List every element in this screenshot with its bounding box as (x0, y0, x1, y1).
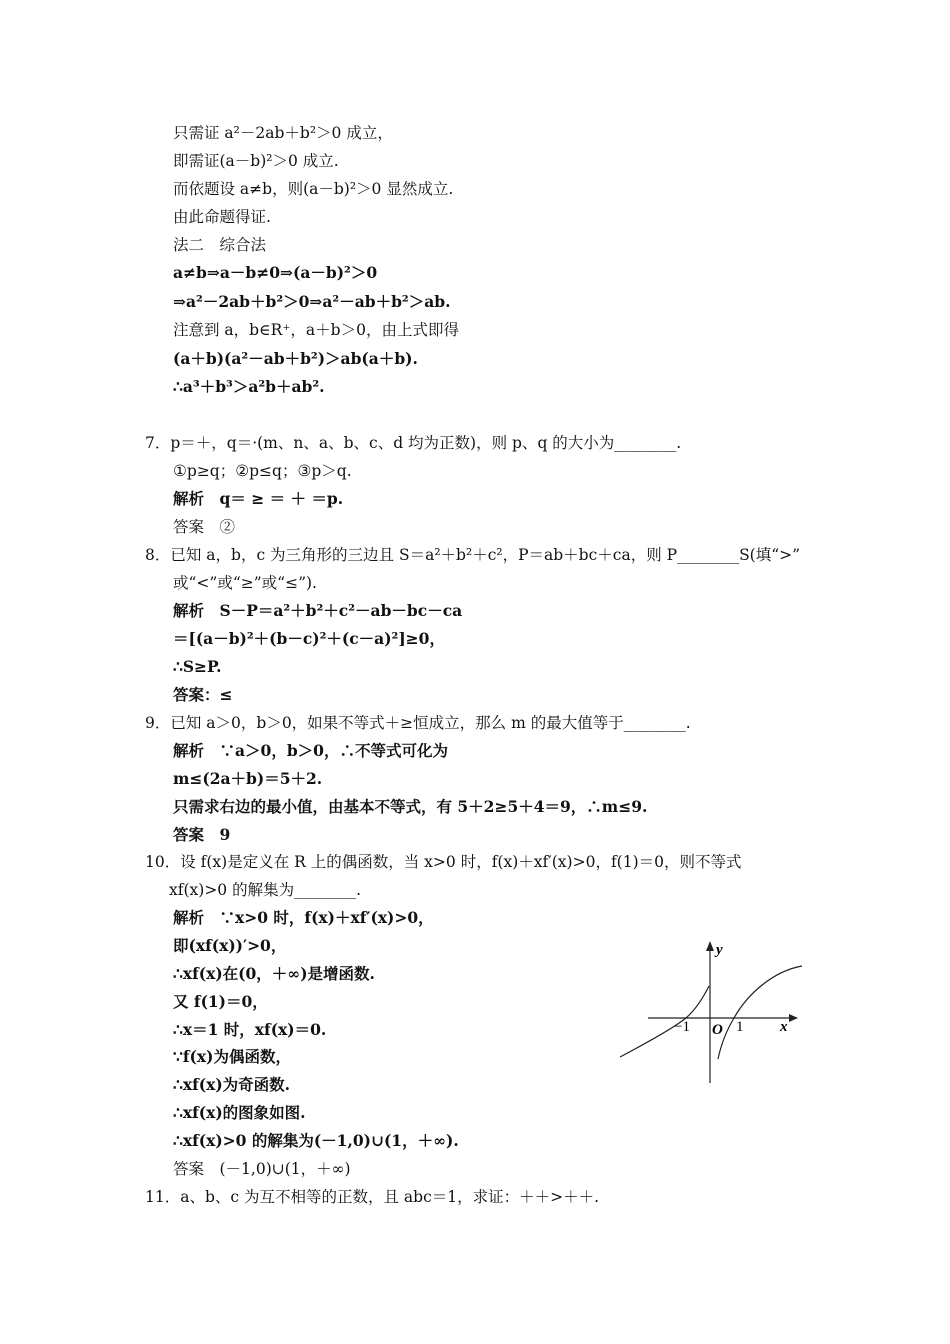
text-line: 即(xf(x))′>0， (173, 936, 287, 955)
question-7: 7．p＝＋，q＝·(m、n、a、b、c、d 均为正数)，则 p、q 的大小为________. (145, 434, 682, 452)
neg-one-tick-label: −1 (674, 1019, 690, 1035)
text-line: 注意到 a，b∈R⁺，a＋b＞0，由上式即得 (173, 321, 459, 339)
text-line: ∴xf(x)在(0，＋∞)是增函数. (173, 964, 375, 983)
y-axis-arrow (706, 941, 714, 951)
curve-right-branch (718, 966, 802, 1059)
analysis-line: 解析 ∵a＞0，b＞0，∴不等式可化为 (173, 741, 448, 760)
method-heading: 法二 综合法 (173, 236, 267, 254)
x-axis-arrow (789, 1014, 798, 1022)
question-options: ①p≥q；②p≤q；③p＞q. (173, 462, 352, 480)
text-line: ∵f(x)为偶函数， (173, 1047, 291, 1066)
text-line: 而依题设 a≠b，则(a－b)²＞0 显然成立. (173, 180, 454, 198)
text-line: ∴a³＋b³＞a²b＋ab². (173, 377, 325, 396)
text-line: 又 f(1)＝0， (173, 992, 268, 1011)
analysis-line: 解析 ∵x>0 时，f(x)＋xf′(x)>0， (173, 908, 434, 927)
text-line: ∴x＝1 时，xf(x)＝0. (173, 1020, 327, 1039)
question-8-cont: 或“<”或“≥”或“≤”). (173, 574, 317, 592)
question-9: 9．已知 a＞0，b＞0，如果不等式＋≥恒成立，那么 m 的最大值等于________. (145, 714, 691, 732)
question-10: 10．设 f(x)是定义在 R 上的偶函数，当 x>0 时，f(x)＋xf′(x)>0，f(1)＝0，则不等式 (145, 853, 742, 871)
analysis-line: 解析 S－P＝a²＋b²＋c²－ab－bc－ca (173, 601, 463, 620)
x-axis-label: x (780, 1019, 788, 1035)
text-line: (a＋b)(a²－ab＋b²)＞ab(a＋b). (173, 349, 418, 368)
text-line: ∴xf(x)>0 的解集为(－1,0)∪(1，＋∞). (173, 1131, 459, 1150)
text-line: ＝[(a－b)²＋(b－c)²＋(c－a)²]≥0， (173, 629, 445, 648)
text-line: 只需证 a²－2ab＋b²＞0 成立， (173, 124, 393, 142)
answer-line: 答案 9 (173, 825, 231, 844)
text-line: ∴S≥P. (173, 657, 222, 676)
one-tick-label: 1 (736, 1019, 744, 1035)
question-8: 8．已知 a，b，c 为三角形的三边且 S＝a²＋b²＋c²，P＝ab＋bc＋ca，则 P________S(填“>” (145, 546, 801, 564)
text-line: a≠b⇒a－b≠0⇒(a－b)²＞0 (173, 263, 378, 282)
origin-label: O (712, 1022, 723, 1038)
text-line: ⇒a²－2ab＋b²＞0⇒a²－ab＋b²＞ab. (173, 292, 451, 311)
question-10-cont: xf(x)>0 的解集为________. (169, 881, 362, 899)
curve-left-branch (620, 986, 709, 1057)
text-line: 由此命题得证. (173, 208, 271, 226)
y-axis-label: y (716, 942, 723, 958)
answer-line: 答案 (－1,0)∪(1，＋∞) (173, 1160, 351, 1178)
answer-line: 答案：≤ (173, 685, 233, 704)
analysis-line: 解析 q＝ ≥ ＝ ＋ ＝p. (173, 489, 344, 508)
function-graph (618, 938, 808, 1088)
text-line: m≤(2a＋b)＝5＋2. (173, 769, 323, 788)
text-line: 只需求右边的最小值，由基本不等式，有 5＋2≥5＋4＝9，∴m≤9. (173, 797, 648, 816)
answer-line: 答案 ② (173, 518, 236, 536)
text-line: ∴xf(x)为奇函数. (173, 1075, 291, 1094)
text-line: ∴xf(x)的图象如图. (173, 1103, 306, 1122)
question-11: 11．a、b、c 为互不相等的正数，且 abc＝1，求证：＋＋>＋＋. (145, 1188, 600, 1206)
text-line: 即需证(a－b)²＞0 成立. (173, 152, 339, 170)
